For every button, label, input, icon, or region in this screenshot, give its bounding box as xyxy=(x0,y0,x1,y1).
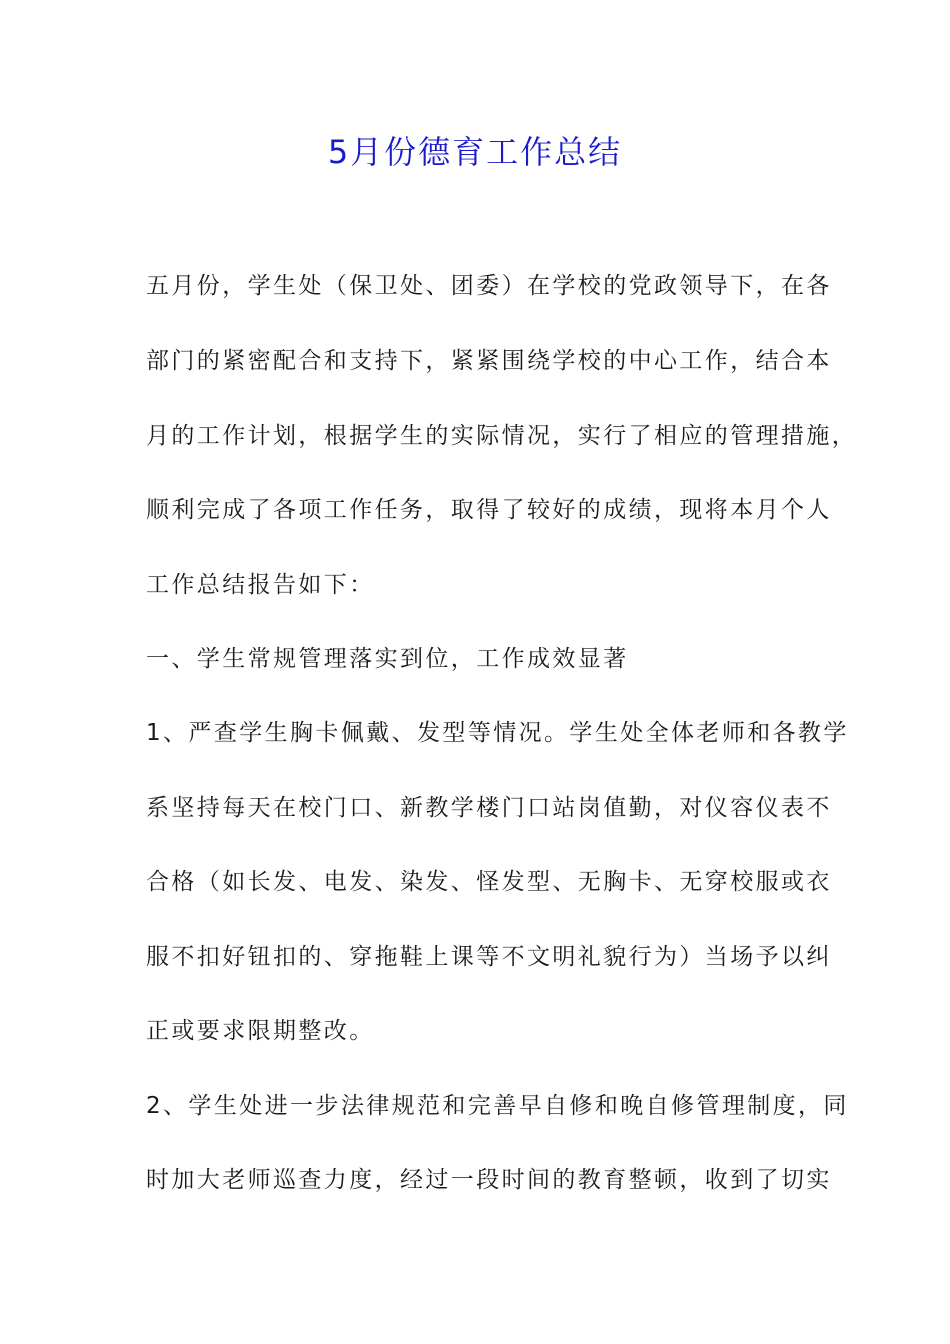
paragraph-line: 顺利完成了各项工作任务，取得了较好的成绩，现将本月个人 xyxy=(146,497,832,523)
paragraph-line: 五月份，学生处（保卫处、团委）在学校的党政领导下，在各 xyxy=(146,273,832,299)
paragraph-line: 2、学生处进一步法律规范和完善早自修和晚自修管理制度，同 xyxy=(146,1093,849,1119)
paragraph-line: 时加大老师巡查力度，经过一段时间的教育整顿，收到了切实 xyxy=(146,1167,832,1193)
paragraph-line: 1、严查学生胸卡佩戴、发型等情况。学生处全体老师和各教学 xyxy=(146,720,849,746)
paragraph-line: 工作总结报告如下： xyxy=(146,572,375,598)
paragraph-line: 月的工作计划，根据学生的实际情况，实行了相应的管理措施， xyxy=(146,423,858,449)
document-title: 5月份德育工作总结 xyxy=(327,133,623,171)
paragraph-line: 合格（如长发、电发、染发、怪发型、无胸卡、无穿校服或衣 xyxy=(146,869,832,895)
section-heading: 一、学生常规管理落实到位，工作成效显著 xyxy=(146,646,629,672)
paragraph-line: 部门的紧密配合和支持下，紧紧围绕学校的中心工作，结合本 xyxy=(146,348,832,374)
paragraph-line: 服不扣好钮扣的、穿拖鞋上课等不文明礼貌行为）当场予以纠 xyxy=(146,944,832,970)
paragraph-line: 系坚持每天在校门口、新教学楼门口站岗值勤，对仪容仪表不 xyxy=(146,795,832,821)
paragraph-line: 正或要求限期整改。 xyxy=(146,1018,375,1044)
